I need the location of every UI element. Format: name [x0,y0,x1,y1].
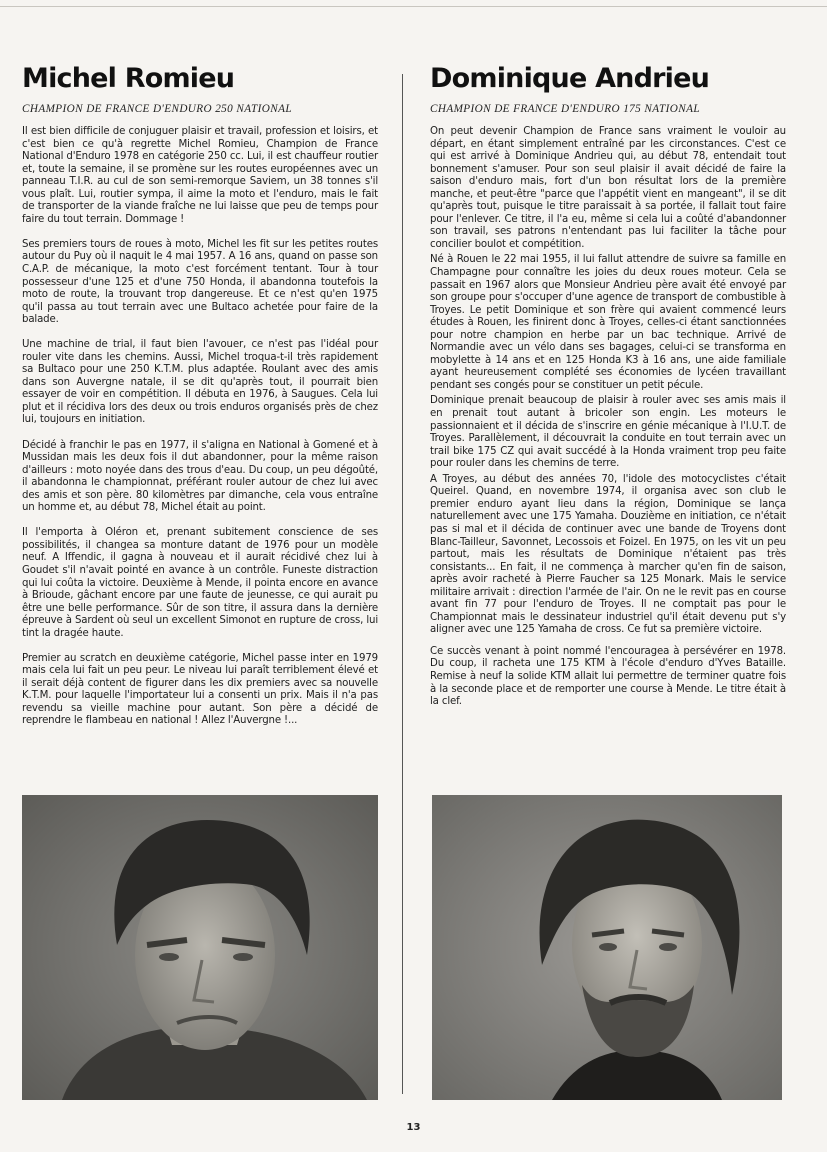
left-paragraph: Décidé à franchir le pas en 1977, il s'aligna en National à Gomené et à Mussidan mais les deux fois il dut abandonner, pour la même raison d'ailleurs : moto noyée dans des trous d'eau. Du coup, un peu dégoûté, il abandonna le championnat, préférant rouler autour de chez lui avec des amis et son père. 80 kilomètres par dimanche, cela vous entraîne un homme et, au début 78, Michel était au point. [22,439,378,514]
top-rule [0,6,827,7]
left-body [22,126,378,728]
left-subtitle: CHAMPION DE FRANCE D'ENDURO 250 NATIONAL [22,103,292,115]
michel-romieu-portrait [22,795,378,1100]
left-paragraph: Il est bien difficile de conjuguer plaisir et travail, profession et loisirs, et c'est bien ce qu'à regrette Michel Romieu, Champion de France National d'Enduro 1978 en catégorie 250 cc. Lui, il est chauffeur routier et, toute la semaine, il se promène sur les routes européennes avec un panneau T.I.R. au cul de son semi-remorque Saviem, un 38 tonnes s'il vous plaît. Lui, routier sympa, il aime la moto et l'enduro, mais le fait de transporter de la viande fraîche ne lui laisse que peu de temps pour faire du tout terrain. Dommage ! [22,126,378,225]
right-body [430,126,786,709]
left-paragraph: Il l'emporta à Oléron et, prenant subitement conscience de ses possibilités, il changea sa monture datant de 1976 pour un modèle neuf. A Iffendic, il gagna à nouveau et il aurait récidivé chez lui à Goudet s'il n'avait pointé en avance à un contrôle. Funeste distraction qui lui coûta la victoire. Deuxième à Mende, il pointa encore en avance à Brioude, gâchant encore par une faute de jeunesse, ce qui aurait pu être une belle performance. Sûr de son titre, il assura dans la dernière épreuve à Sardent où seul un excellent Simonot en rupture de cross, lui tint la dragée haute. [22,527,378,639]
right-paragraph: Dominique prenait beaucoup de plaisir à rouler avec ses amis mais il en prenait tout autant à bricoler son engin. Les moteurs le passionnaient et il décida de s'inscrire en génie mécanique à l'I.U.T. de Troyes. Parallèlement, il découvrait la conduite en tout terrain avec un trail bike 175 CZ qui avait succédé à la Honda vraiment trop peu faite pour rouler dans les chemins de terre. [430,395,786,470]
right-paragraph: On peut devenir Champion de France sans vraiment le vouloir au départ, en étant simplement entraîné par les circonstances. C'est ce qui est arrivé à Dominique Andrieu qui, au début 78, entendait tout bonnement s'amuser. Pour son seul plaisir il avait décidé de faire la saison d'enduro mais, fort d'un bon résultat lors de la première manche, et peut-être "parce que l'appétit vient en mangeant", il se dit qu'après tout, puisque le titre paraissait à sa portée, il fallait tout faire pour l'enlever. Ce titre, il l'a eu, même si cela lui a coûté d'abandonner son travail, ses patrons n'entendant pas lui faciliter la tâche pour concilier boulot et compétition. [430,126,786,250]
right-paragraph: Ce succès venant à point nommé l'encouragea à persévérer en 1978. Du coup, il racheta une 175 KTM à l'école d'enduro d'Yves Bataille. Remise à neuf la solide KTM allait lui permettre de terminer quatre fois à la seconde place et de remporter une course à Mende. Le titre était à la clef. [430,645,786,708]
right-paragraph: Né à Rouen le 22 mai 1955, il lui fallut attendre de suivre sa famille en Champagne pour connaître les joies du deux roues moteur. Cela se passait en 1967 alors que Monsieur Andrieu père avait été envoyé par son groupe pour s'occuper d'une agence de transport de combustible à Troyes. Le petit Dominique et son frère qui avaient commencé leurs études à Rouen, les finirent donc à Troyes, celles-ci étant sanctionnées pour notre champion en herbe par un bac technique. Arrivé de Normandie avec un vélo dans ses bagages, celui-ci se transforma en mobylette à 14 ans et en 125 Honda K3 à 16 ans, une aide familiale ayant heureusement complété ses économies de lycéen travaillant pendant ses congés pour se constituer un petit pécule. [430,254,786,391]
dominique-andrieu-portrait [432,795,782,1100]
left-paragraph: Une machine de trial, il faut bien l'avouer, ce n'est pas l'idéal pour rouler vite dans les chemins. Aussi, Michel troqua-t-il très rapidement sa Bultaco pour une 250 K.T.M. plus adaptée. Roulant avec des amis dans son Auvergne natale, il se dit qu'après tout, il pourrait bien essayer de voir en compétition. Il débuta en 1976, à Saugues. Cela lui plut et il récidiva lors des deux ou trois enduros organisés près de chez lui, toujours en initiation. [22,339,378,426]
left-title: Michel Romieu [22,63,235,94]
left-paragraph: Ses premiers tours de roues à moto, Michel les fit sur les petites routes autour du Puy où il naquit le 4 mai 1957. A 16 ans, quand on passe son C.A.P. de mécanique, la moto c'est forcément tentant. Tour à tour possesseur d'une 125 et d'une 750 Honda, il abandonna toutefois la moto de route, la trouvant trop dangereuse. Et ce n'est qu'en 1975 qu'il passa au tout terrain avec une Bultaco achetée pour faire de la balade. [22,238,378,326]
right-paragraph: A Troyes, au début des années 70, l'idole des motocyclistes c'était Queirel. Quand, en novembre 1974, il organisa avec son club le premier enduro ayant lieu dans la région, Dominique se lança naturellement avec une 175 Yamaha. Douzième en initiation, ce n'était pas si mal et il décida de continuer avec une bande de Troyens dont Blanc-Tailleur, Savonnet, Lecossois et Foizel. En 1975, on les vit un peu partout, mais les résultats de Dominique n'étaient pas très consistants... En fait, il ne commença à marcher qu'en fin de saison, après avoir racheté à Pierre Faucher sa 125 Monark. Mais le service militaire arrivait : direction l'armée de l'air. On ne le revit pas en course avant fin 77 pour l'enduro de Troyes. Il ne comptait pas pour le Championnat mais le dessinateur industriel qu'il était devenu put s'y aligner avec une 125 Yamaha de cross. Ce fut sa première victoire. [430,473,786,636]
column-divider [402,74,403,1094]
right-article [430,62,786,712]
left-article [22,62,378,741]
right-title: Dominique Andrieu [430,63,710,94]
page-number: 13 [406,1122,421,1133]
right-subtitle: CHAMPION DE FRANCE D'ENDURO 175 NATIONAL [430,103,700,115]
left-paragraph: Premier au scratch en deuxième catégorie, Michel passe inter en 1979 mais cela lui fait un peu peur. Le niveau lui paraît terriblement élevé et il serait déjà content de figurer dans les dix premiers avec sa nouvelle K.T.M. pour laquelle l'importateur lui a consenti un prix. Mais il n'a pas revendu sa vieille machine pour autant. Son père a décidé de reprendre le flambeau en national ! Allez l'Auvergne !... [22,652,378,727]
